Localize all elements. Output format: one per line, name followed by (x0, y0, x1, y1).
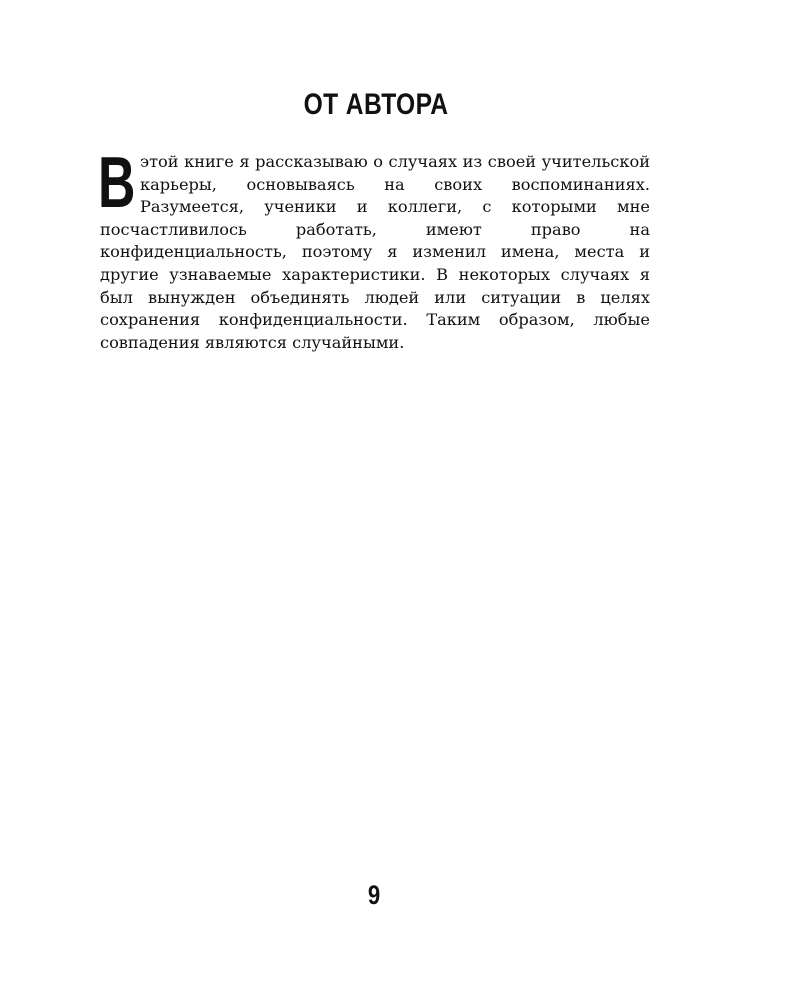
body-paragraph (98, 143, 650, 354)
page-number: 9 (367, 880, 381, 910)
drop-cap: В (98, 143, 136, 223)
chapter-title: ОТ АВТОРА (303, 88, 449, 121)
paragraph-text: этой книге я рассказываю о случаях из своей учительской карьеры, основываясь на своих воспоминаниях. Разумеется, ученики и коллеги, с которыми мне посчастливилось работать, имеют право на конфиденциальность, поэтому я изменил имена, места и другие узнаваемые характеристики. В некоторых случаях я был вынужден объединять людей или ситуации в целях сохранения конфиденциальности. Таким образом, любые совпадения являются случайными. (100, 152, 650, 352)
